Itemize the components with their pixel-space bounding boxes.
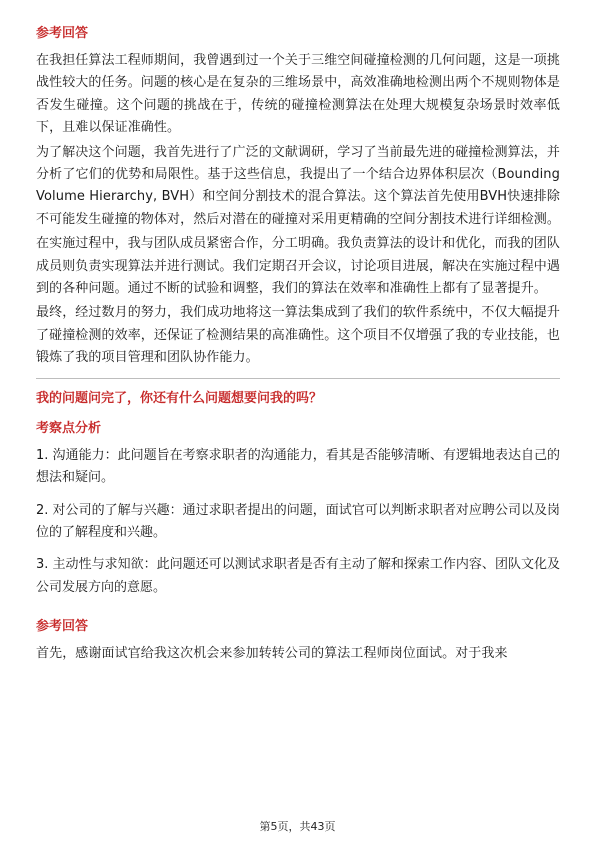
reference-answer-heading: 参考回答 [36,619,89,635]
analysis-heading: 考察点分析 [36,420,102,436]
reference-answer-heading: 参考回答 [36,26,89,41]
page-number: 第5页，共43页 [259,820,336,833]
answer-paragraph: 在实施过程中，我与团队成员紧密合作，分工明确。我负责算法的设计和优化，而我的团队成员则负责实现算法并进行测试。我们定期召开会议，讨论项目进展，解决在实施过程中遇到的各种问题。通过不断的试验和调整，我们的算法在效率和准确性上都有了显著提升。 [36,236,561,297]
analysis-item: 1. 沟通能力：此问题旨在考察求职者的沟通能力，看其是否能够清晰、有逻辑地表达自己的想法和疑问。 [36,447,560,486]
answer-paragraph: 在我担任算法工程师期间，我曾遇到过一个关于三维空间碰撞检测的几何问题，这是一项挑战性较大的任务。问题的核心是在复杂的三维场景中，高效准确地检测出两个不规则物体是否发生碰撞。这个问题的挑战在于，传统的碰撞检测算法在处理大规模复杂场景时效率低下，且难以保证准确性。 [36,53,561,136]
answer-paragraph: 为了解决这个问题，我首先进行了广泛的文献调研，学习了当前最先进的碰撞检测算法，并分析了它们的优势和局限性。基于这些信息，我提出了一个结合边界体积层次（Bounding Volume Hierarchy, BVH）和空间分割技术的混合算法。这个算法首先使用BVH快速排除不可能发生碰撞的物体对，然后对潜在的碰撞对采用更精确的空间分割技术进行详细检测。 [36,144,561,227]
interview-question: 我的问题问完了，你还有什么问题想要问我的吗？ [36,390,323,406]
section-divider [36,378,560,379]
page-content [36,24,560,668]
analysis-item: 3. 主动性与求知欲：此问题还可以测试求职者是否有主动了解和探索工作内容、团队文化及公司发展方向的意愿。 [36,557,560,595]
answer-paragraph: 首先，感谢面试官给我这次机会来参加转转公司的算法工程师岗位面试。对于我来 [36,646,508,662]
answer-paragraph: 最终，经过数月的努力，我们成功地将这一算法集成到了我们的软件系统中，不仅大幅提升了碰撞检测的效率，还保证了检测结果的高准确性。这个项目不仅增强了我的专业技能，也锻炼了我的项目管理和团队协作能力。 [36,305,561,366]
analysis-item: 2. 对公司的了解与兴趣：通过求职者提出的问题，面试官可以判断求职者对应聘公司以及岗位的了解程度和兴趣。 [36,502,560,540]
spacer [36,609,560,617]
